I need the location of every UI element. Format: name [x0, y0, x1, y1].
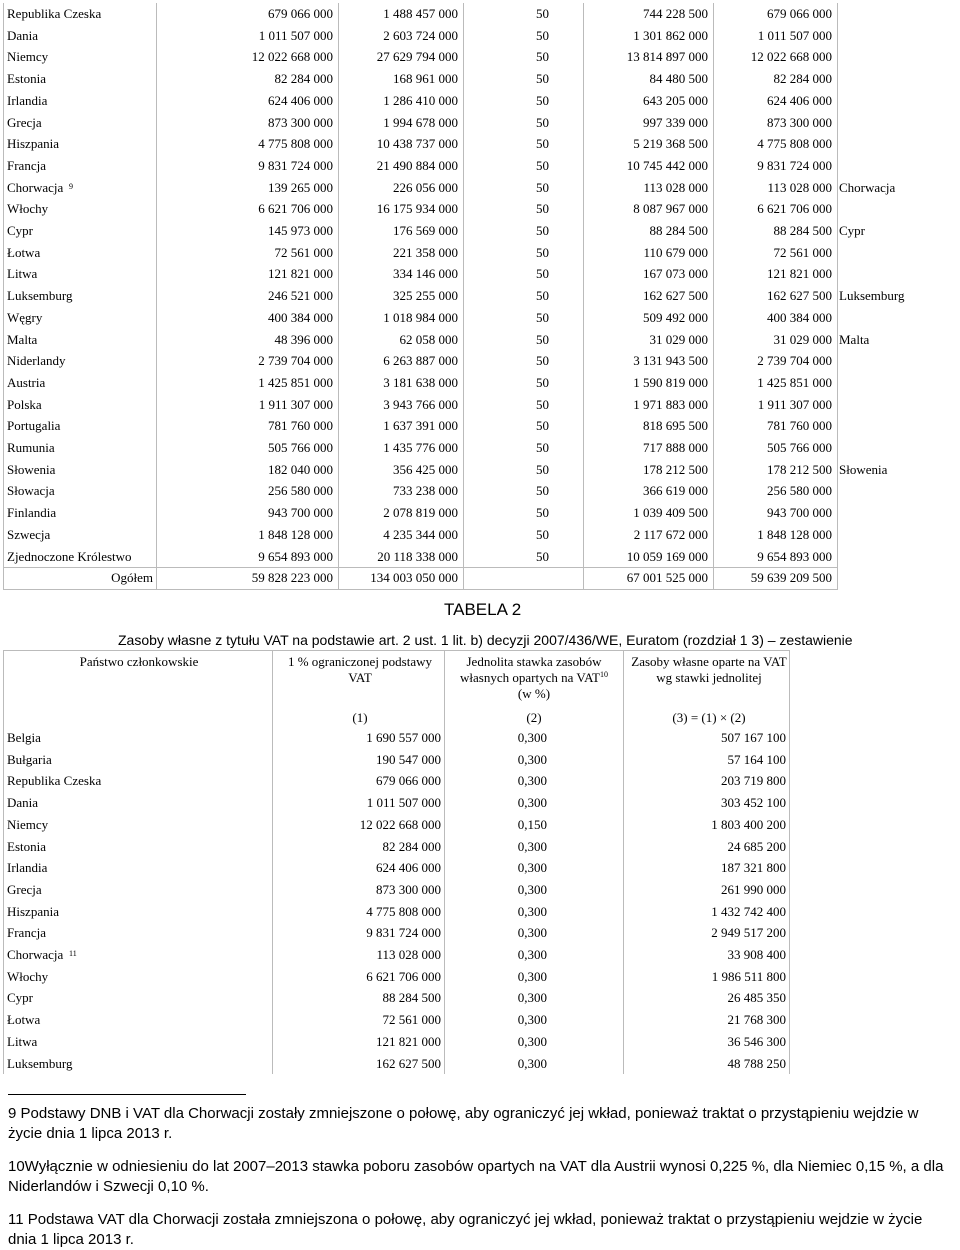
table-row — [3, 727, 793, 749]
table2-header-col3: Zasoby własne oparte na VAT wg stawki jednolitej — [631, 654, 787, 685]
value-v2: 168 961 000 — [393, 71, 458, 87]
table-row — [3, 770, 793, 792]
value-v1: 256 580 000 — [268, 483, 333, 499]
table-row — [3, 480, 960, 502]
value-v1: 82 284 000 — [274, 71, 333, 87]
value-v3: 48 788 250 — [727, 1055, 786, 1071]
value-v1: 9 831 724 000 — [258, 157, 333, 173]
country-name: Irlandia — [7, 92, 48, 108]
value-v3: 50 — [536, 71, 549, 87]
value-v3: 50 — [536, 157, 549, 173]
country-name: Chorwacja — [7, 947, 64, 962]
table-row — [3, 836, 793, 858]
value-v3: 50 — [536, 483, 549, 499]
value-v4: 2 117 672 000 — [633, 526, 708, 542]
value-v2: 21 490 884 000 — [376, 157, 458, 173]
country-name: Portugalia — [7, 418, 61, 434]
value-v5: 9 831 724 000 — [757, 157, 832, 173]
value-v5: 162 627 500 — [767, 288, 832, 304]
value-v5: 1 848 128 000 — [757, 526, 832, 542]
country-name: Węgry — [7, 309, 43, 325]
value-v3: 50 — [536, 27, 549, 43]
value-v3: 507 167 100 — [721, 730, 786, 745]
table-row — [3, 90, 960, 112]
table-row — [3, 1009, 793, 1031]
value-v2: 3 181 638 000 — [383, 374, 458, 390]
table-row — [3, 177, 960, 199]
value-v5: 873 300 000 — [767, 114, 832, 130]
value-v1: 6 621 706 000 — [258, 201, 333, 217]
value-v1: 246 521 000 — [268, 288, 333, 304]
country-name: Hiszpania — [7, 136, 59, 152]
footnote-separator — [8, 1094, 246, 1095]
value-v5: 121 821 000 — [767, 266, 832, 282]
country-name: Niderlandy — [7, 353, 66, 369]
value-v2: 16 175 934 000 — [376, 201, 458, 217]
table-row — [3, 307, 960, 329]
value-v1: 781 760 000 — [268, 418, 333, 434]
value-v1: 139 265 000 — [268, 179, 333, 195]
value-v5: 88 284 500 — [773, 223, 832, 238]
table-row — [3, 814, 793, 836]
table-row — [3, 459, 960, 481]
value-v2: 0,300 — [517, 968, 547, 984]
country-name: Bułgaria — [7, 751, 52, 767]
value-v2: 1 435 776 000 — [383, 440, 458, 455]
value-v2: 1 488 457 000 — [383, 6, 458, 21]
table-row — [3, 155, 960, 177]
table2-header-col2-unit: (w %) — [517, 686, 551, 701]
value-v2: 0,300 — [517, 773, 547, 789]
country-name: Grecja — [7, 881, 42, 897]
value-v3: 50 — [536, 266, 549, 282]
side-note: Słowenia — [839, 461, 888, 477]
value-v4: 366 619 000 — [643, 483, 708, 499]
value-v3: 50 — [536, 223, 549, 238]
total-v1: 59 828 223 000 — [251, 570, 333, 586]
footnote-ref: 9 — [69, 181, 73, 191]
value-v3: 24 685 200 — [727, 838, 786, 854]
value-v5: 624 406 000 — [767, 92, 832, 108]
value-v3: 50 — [536, 440, 549, 455]
value-v2: 325 255 000 — [393, 288, 458, 304]
value-v4: 509 492 000 — [643, 309, 708, 325]
total-v2: 134 003 050 000 — [370, 570, 458, 586]
country-name: Grecja — [7, 114, 42, 130]
value-v5: 113 028 000 — [767, 179, 832, 195]
value-v5: 6 621 706 000 — [757, 201, 832, 217]
value-v1: 9 831 724 000 — [366, 925, 441, 941]
country-name: Zjednoczone Królestwo — [7, 548, 132, 564]
value-v3: 36 546 300 — [727, 1033, 786, 1049]
country-name: Francja — [7, 925, 46, 941]
value-v1: 873 300 000 — [376, 881, 441, 897]
footnote-9: 9 Podstawy DNB i VAT dla Chorwacji zostały zmniejszone o połowę, aby ograniczyć jej wkład, ponieważ traktat o przystąpieniu wejdzie w życie dnia 1 lipca 2013 r. — [8, 1105, 919, 1142]
value-v5: 72 561 000 — [773, 244, 832, 260]
country-name: Cypr — [7, 990, 33, 1006]
value-v2: 0,300 — [517, 730, 547, 745]
value-v5: 1 011 507 000 — [757, 27, 832, 43]
table-row — [3, 242, 960, 264]
value-v2: 733 238 000 — [393, 483, 458, 499]
country-name: Łotwa — [7, 244, 41, 260]
value-v3: 50 — [536, 526, 549, 542]
table2-colnum-3: (3) = (1) × (2) — [672, 710, 746, 725]
value-v3: 50 — [536, 548, 549, 564]
value-v1: 113 028 000 — [376, 947, 441, 962]
side-note: Cypr — [839, 223, 865, 238]
table-row — [3, 329, 960, 351]
value-v3: 1 803 400 200 — [711, 816, 786, 832]
table-row — [3, 372, 960, 394]
value-v3: 50 — [536, 201, 549, 217]
country-name: Słowenia — [7, 461, 56, 477]
value-v5: 4 775 808 000 — [757, 136, 832, 152]
table-row — [3, 1031, 793, 1053]
value-v4: 997 339 000 — [643, 114, 708, 130]
value-v4: 84 480 500 — [649, 71, 708, 87]
value-v1: 1 425 851 000 — [258, 374, 333, 390]
value-v3: 50 — [536, 418, 549, 434]
value-v3: 50 — [536, 396, 549, 412]
value-v3: 1 986 511 800 — [711, 968, 786, 984]
value-v1: 72 561 000 — [382, 1012, 441, 1028]
value-v5: 505 766 000 — [767, 440, 832, 455]
table2-header-col2-sup: 10 — [599, 670, 608, 679]
country-name: Belgia — [7, 730, 41, 745]
table-row — [3, 220, 960, 242]
value-v3: 303 452 100 — [721, 795, 786, 811]
value-v5: 12 022 668 000 — [750, 49, 832, 65]
table2-title: TABELA 2 — [444, 600, 522, 619]
value-v2: 3 943 766 000 — [383, 396, 458, 412]
value-v4: 167 073 000 — [643, 266, 708, 282]
value-v4: 162 627 500 — [643, 288, 708, 304]
value-v1: 624 406 000 — [268, 92, 333, 108]
value-v1: 72 561 000 — [274, 244, 333, 260]
table-row — [3, 112, 960, 134]
value-v2: 0,300 — [517, 1033, 547, 1049]
country-name: Finlandia — [7, 505, 57, 521]
value-v5: 256 580 000 — [767, 483, 832, 499]
value-v4: 717 888 000 — [643, 440, 708, 455]
value-v1: 48 396 000 — [274, 331, 333, 347]
table2-header-col1: 1 % ograniczonej podstawy VAT — [287, 654, 433, 685]
value-v3: 50 — [536, 505, 549, 521]
value-v2: 1 637 391 000 — [383, 418, 458, 434]
value-v2: 27 629 794 000 — [376, 49, 458, 65]
value-v2: 1 286 410 000 — [383, 92, 458, 108]
value-v1: 1 911 307 000 — [258, 396, 333, 412]
value-v4: 3 131 943 500 — [633, 353, 708, 369]
table-row — [3, 133, 960, 155]
value-v1: 82 284 000 — [382, 838, 441, 854]
value-v3: 33 908 400 — [727, 947, 786, 962]
value-v3: 1 432 742 400 — [711, 903, 786, 919]
table-row — [3, 3, 960, 25]
value-v4: 113 028 000 — [643, 179, 708, 195]
value-v2: 0,300 — [517, 925, 547, 941]
value-v5: 1 911 307 000 — [757, 396, 832, 412]
value-v2: 226 056 000 — [393, 179, 458, 195]
value-v5: 1 425 851 000 — [757, 374, 832, 390]
country-name: Słowacja — [7, 483, 55, 499]
value-v4: 110 679 000 — [643, 244, 708, 260]
value-v5: 2 739 704 000 — [757, 353, 832, 369]
value-v2: 10 438 737 000 — [376, 136, 458, 152]
value-v5: 31 029 000 — [773, 331, 832, 347]
value-v1: 9 654 893 000 — [258, 548, 333, 564]
footnote-10: 10Wyłącznie w odniesieniu do lat 2007–2013 stawka poboru zasobów opartych na VAT dla Austrii wynosi 0,225 %, dla Niemiec 0,15 %, a dla Niderlandów i Szwecji 0,10 %. — [8, 1158, 944, 1195]
country-name: Polska — [7, 396, 42, 412]
country-name: Dania — [7, 27, 39, 43]
country-name: Niemcy — [7, 49, 49, 65]
country-name: Łotwa — [7, 1012, 41, 1028]
value-v5: 781 760 000 — [767, 418, 832, 434]
value-v3: 203 719 800 — [721, 773, 786, 789]
value-v5: 9 654 893 000 — [757, 548, 832, 564]
value-v2: 0,300 — [517, 1012, 547, 1028]
country-name: Austria — [7, 374, 46, 390]
country-name: Hiszpania — [7, 903, 59, 919]
table-row — [3, 922, 793, 944]
value-v1: 6 621 706 000 — [366, 968, 441, 984]
value-v3: 50 — [536, 461, 549, 477]
value-v1: 2 739 704 000 — [258, 353, 333, 369]
value-v3: 50 — [536, 136, 549, 152]
value-v4: 1 590 819 000 — [633, 374, 708, 390]
country-name: Dania — [7, 795, 39, 811]
value-v1: 145 973 000 — [268, 223, 333, 238]
value-v4: 10 059 169 000 — [626, 548, 708, 564]
value-v3: 50 — [536, 288, 549, 304]
value-v2: 176 569 000 — [393, 223, 458, 238]
value-v2: 0,300 — [517, 751, 547, 767]
footnote-ref: 11 — [69, 949, 77, 958]
value-v2: 2 603 724 000 — [383, 27, 458, 43]
value-v1: 1 011 507 000 — [366, 795, 441, 811]
table2-header-col2-text: Jednolita stawka zasobów własnych opartych na VAT — [460, 654, 602, 685]
value-v3: 50 — [536, 179, 549, 195]
value-v2: 1 994 678 000 — [383, 114, 458, 130]
table-row — [3, 857, 793, 879]
value-v2: 0,300 — [517, 838, 547, 854]
value-v4: 88 284 500 — [649, 223, 708, 238]
table2-header-col2 — [446, 654, 622, 702]
value-v1: 1 848 128 000 — [258, 526, 333, 542]
value-v2: 356 425 000 — [393, 461, 458, 477]
value-v1: 873 300 000 — [268, 114, 333, 130]
value-v3: 2 949 517 200 — [711, 925, 786, 941]
table-row — [3, 879, 793, 901]
value-v3: 187 321 800 — [721, 860, 786, 876]
country-name: Republika Czeska — [7, 6, 102, 21]
table-row — [3, 285, 960, 307]
value-v2: 0,300 — [517, 860, 547, 876]
value-v3: 57 164 100 — [727, 751, 786, 767]
value-v5: 82 284 000 — [773, 71, 832, 87]
value-v4: 818 695 500 — [643, 418, 708, 434]
value-v4: 178 212 500 — [643, 461, 708, 477]
value-v2: 0,300 — [517, 881, 547, 897]
value-v5: 679 066 000 — [767, 6, 832, 21]
value-v2: 6 263 887 000 — [383, 353, 458, 369]
total-label: Ogółem — [111, 570, 153, 586]
value-v4: 643 205 000 — [643, 92, 708, 108]
value-v1: 121 821 000 — [376, 1033, 441, 1049]
table-row — [3, 415, 960, 437]
table-row — [3, 966, 793, 988]
value-v1: 182 040 000 — [268, 461, 333, 477]
value-v3: 50 — [536, 353, 549, 369]
value-v2: 0,300 — [517, 1055, 547, 1071]
table-row — [3, 437, 960, 459]
value-v1: 505 766 000 — [268, 440, 333, 455]
country-name: Francja — [7, 157, 46, 173]
value-v4: 13 814 897 000 — [626, 49, 708, 65]
value-v1: 4 775 808 000 — [366, 903, 441, 919]
country-name: Luksemburg — [7, 1055, 73, 1071]
value-v4: 31 029 000 — [649, 331, 708, 347]
value-v2: 20 118 338 000 — [377, 548, 458, 564]
table-row — [3, 263, 960, 285]
country-name: Estonia — [7, 71, 46, 87]
table-row — [3, 1053, 793, 1075]
country-name: Włochy — [7, 968, 49, 984]
country-name: Niemcy — [7, 816, 49, 832]
country-name: Szwecja — [7, 526, 51, 542]
side-note: Chorwacja — [839, 179, 896, 195]
total-row — [3, 567, 960, 589]
side-note: Malta — [839, 331, 870, 347]
table-row — [3, 749, 793, 771]
value-v2: 0,300 — [517, 903, 547, 919]
value-v2: 0,300 — [517, 795, 547, 811]
table2-header-country: Państwo członkowskie — [79, 654, 199, 669]
table-row — [3, 944, 793, 966]
value-v5: 178 212 500 — [767, 461, 832, 477]
country-name: Litwa — [7, 1033, 38, 1049]
country-name: Irlandia — [7, 860, 48, 876]
value-v2: 2 078 819 000 — [383, 505, 458, 521]
country-name: Rumunia — [7, 440, 55, 455]
table-row — [3, 502, 960, 524]
table-row — [3, 546, 960, 568]
value-v1: 943 700 000 — [268, 505, 333, 521]
value-v3: 50 — [536, 331, 549, 347]
table-row — [3, 987, 793, 1009]
value-v3: 21 768 300 — [727, 1012, 786, 1028]
total-v4: 67 001 525 000 — [626, 570, 708, 586]
country-name: Włochy — [7, 201, 49, 217]
value-v2: 0,300 — [517, 947, 547, 962]
value-v3: 50 — [536, 6, 549, 21]
country-name: Cypr — [7, 223, 33, 238]
value-v2: 0,300 — [517, 990, 547, 1006]
value-v4: 744 228 500 — [643, 6, 708, 21]
value-v2: 334 146 000 — [393, 266, 458, 282]
value-v1: 679 066 000 — [376, 773, 441, 789]
country-name: Republika Czeska — [7, 773, 102, 789]
value-v4: 10 745 442 000 — [626, 157, 708, 173]
footnote-11: 11 Podstawa VAT dla Chorwacji została zmniejszona o połowę, aby ograniczyć jej wkład, ponieważ traktat o przystąpieniu wejdzie w życie dnia 1 lipca 2013 r. — [8, 1211, 923, 1248]
value-v2: 62 058 000 — [399, 331, 458, 347]
table2-colnum-1: (1) — [352, 710, 368, 725]
value-v1: 624 406 000 — [376, 860, 441, 876]
value-v3: 261 990 000 — [721, 881, 786, 897]
table-row — [3, 901, 793, 923]
value-v3: 26 485 350 — [727, 990, 786, 1006]
side-note: Luksemburg — [839, 288, 905, 304]
value-v1: 121 821 000 — [268, 266, 333, 282]
value-v3: 50 — [536, 244, 549, 260]
value-v4: 1 301 862 000 — [633, 27, 708, 43]
value-v1: 1 690 557 000 — [366, 730, 441, 745]
value-v1: 679 066 000 — [268, 6, 333, 21]
total-v5: 59 639 209 500 — [750, 570, 832, 586]
table-row — [3, 524, 960, 546]
table2-colnum-2: (2) — [526, 710, 542, 725]
value-v1: 400 384 000 — [268, 309, 333, 325]
value-v3: 50 — [536, 92, 549, 108]
value-v2: 4 235 344 000 — [383, 526, 458, 542]
country-name: Malta — [7, 331, 38, 347]
value-v2: 0,150 — [517, 816, 547, 832]
value-v5: 400 384 000 — [767, 309, 832, 325]
value-v3: 50 — [536, 49, 549, 65]
value-v1: 162 627 500 — [376, 1055, 441, 1071]
country-name: Luksemburg — [7, 288, 73, 304]
table2-subtitle: Zasoby własne z tytułu VAT na podstawie art. 2 ust. 1 lit. b) decyzji 2007/436/WE, Euratom (rozdział 1 3) – zestawienie — [118, 632, 853, 648]
table-row — [3, 25, 960, 47]
value-v1: 12 022 668 000 — [359, 816, 441, 832]
value-v3: 50 — [536, 114, 549, 130]
table-row — [3, 350, 960, 372]
table-row — [3, 46, 960, 68]
table-row — [3, 792, 793, 814]
value-v1: 1 011 507 000 — [258, 27, 333, 43]
value-v2: 221 358 000 — [393, 244, 458, 260]
country-name: Chorwacja — [7, 179, 64, 195]
country-name: Litwa — [7, 266, 38, 282]
value-v2: 1 018 984 000 — [383, 309, 458, 325]
value-v4: 8 087 967 000 — [633, 201, 708, 217]
value-v5: 943 700 000 — [767, 505, 832, 521]
value-v1: 190 547 000 — [376, 751, 441, 767]
country-name: Estonia — [7, 838, 46, 854]
value-v1: 12 022 668 000 — [251, 49, 333, 65]
value-v1: 4 775 808 000 — [258, 136, 333, 152]
table-row — [3, 68, 960, 90]
value-v4: 5 219 368 500 — [633, 136, 708, 152]
value-v3: 50 — [536, 309, 549, 325]
value-v4: 1 039 409 500 — [633, 505, 708, 521]
value-v4: 1 971 883 000 — [633, 396, 708, 412]
value-v3: 50 — [536, 374, 549, 390]
table-row — [3, 394, 960, 416]
table-row — [3, 198, 960, 220]
value-v1: 88 284 500 — [382, 990, 441, 1006]
